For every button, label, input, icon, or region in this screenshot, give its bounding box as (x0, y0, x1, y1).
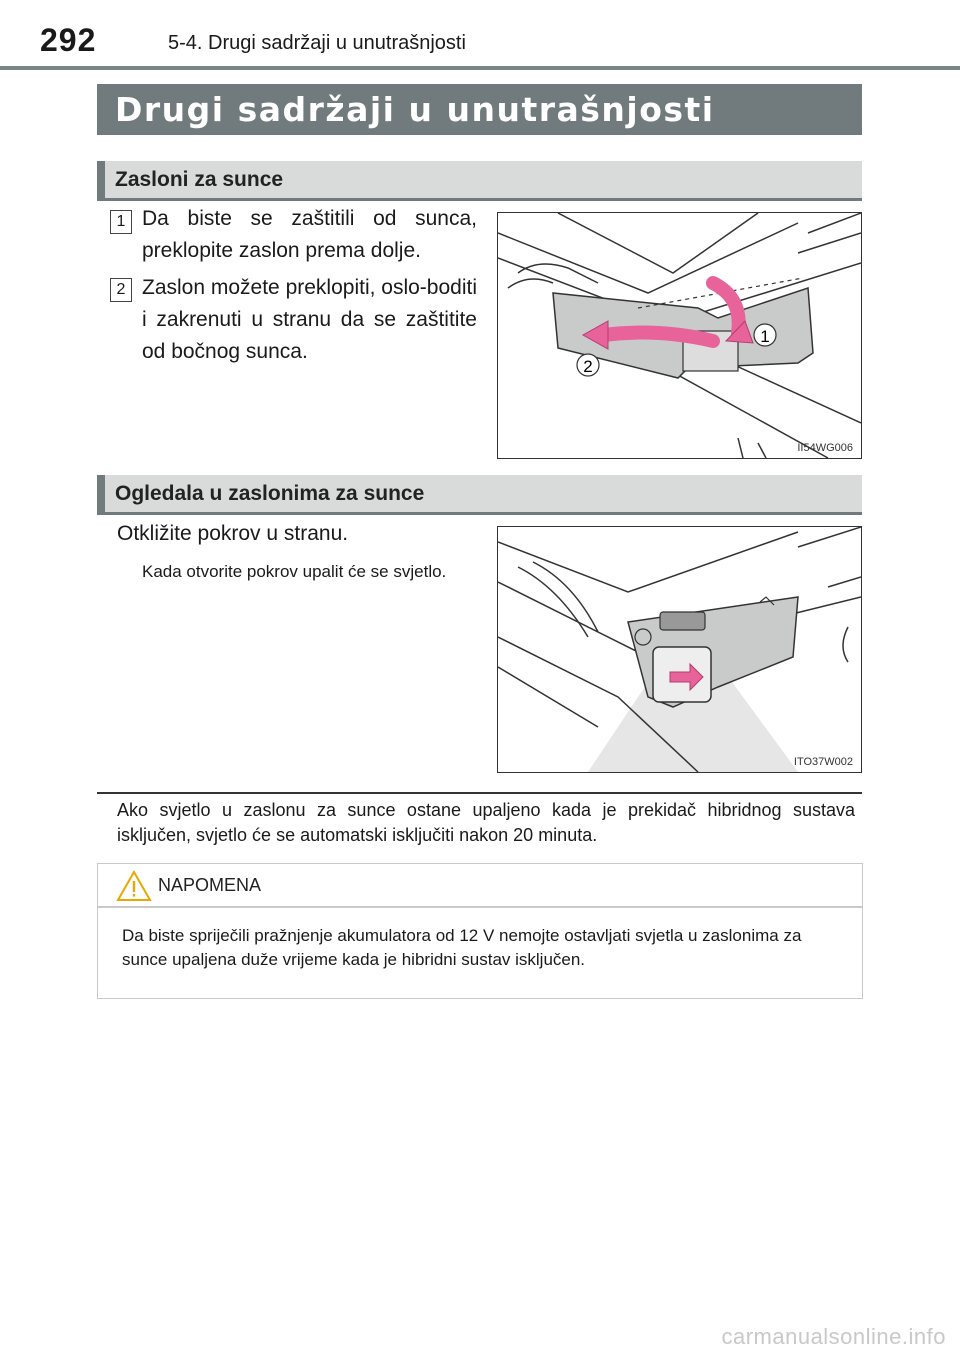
vanity-mirror-drawing (498, 527, 861, 772)
item-number-badge: 1 (110, 210, 132, 234)
warning-triangle-icon (116, 870, 152, 902)
subsection-title: Zasloni za sunce (115, 168, 284, 191)
subsection-header-sun-visors (97, 161, 862, 198)
running-head: 5-4. Drugi sadržaji u unutrašnjosti (168, 32, 466, 54)
notice-title: NAPOMENA (158, 875, 262, 895)
item-number-badge: 2 (110, 278, 132, 302)
figure-code: ITO37W002 (793, 756, 853, 768)
light-lens (660, 612, 705, 630)
step-text: Otkližite pokrov u stranu. (117, 522, 349, 545)
section-title-bar (97, 84, 862, 135)
item-text: Zaslon možete preklopiti, oslo-boditi i zakrenuti u stranu da se zaštitite od bočnog sunca. (142, 276, 477, 363)
sun-visor-drawing (498, 213, 861, 458)
info-paragraph: Ako svjetlo u zaslonu za sunce ostane upaljeno kada je prekidač hibridnog sustava isključen, svjetlo će se automatski isključiti nakon 20 minuta. (117, 800, 855, 845)
notice-body: Da biste spriječili pražnjenje akumulatora od 12 V nemojte ostavljati svjetla u zaslonima za sunce upaljena duže vrijeme kada je hibridni sustav isključen. (122, 926, 802, 969)
section-title: Drugi sadržaji u unutrašnjosti (115, 90, 715, 129)
item-text: Da biste se zaštitili od sunca, preklopite zaslon prema dolje. (142, 207, 477, 262)
swing-side-arrow (603, 333, 713, 341)
header-rule (0, 66, 960, 70)
subsection-header-vanity-mirrors (97, 475, 862, 512)
watermark: carmanualsonline.info (721, 1324, 946, 1349)
vanity-mirror-illustration (497, 526, 862, 773)
callout-label: 2 (583, 357, 593, 376)
figure-code: II54WG006 (797, 442, 853, 454)
sun-visor-illustration (497, 212, 862, 459)
page-number: 292 (40, 22, 97, 58)
paragraph-rule (97, 792, 862, 794)
subsection-title: Ogledala u zaslonima za sunce (115, 482, 425, 505)
notice-box (97, 863, 863, 999)
step-note: Kada otvorite pokrov upalit će se svjetlo. (142, 562, 447, 581)
callout-label: 1 (760, 327, 770, 346)
